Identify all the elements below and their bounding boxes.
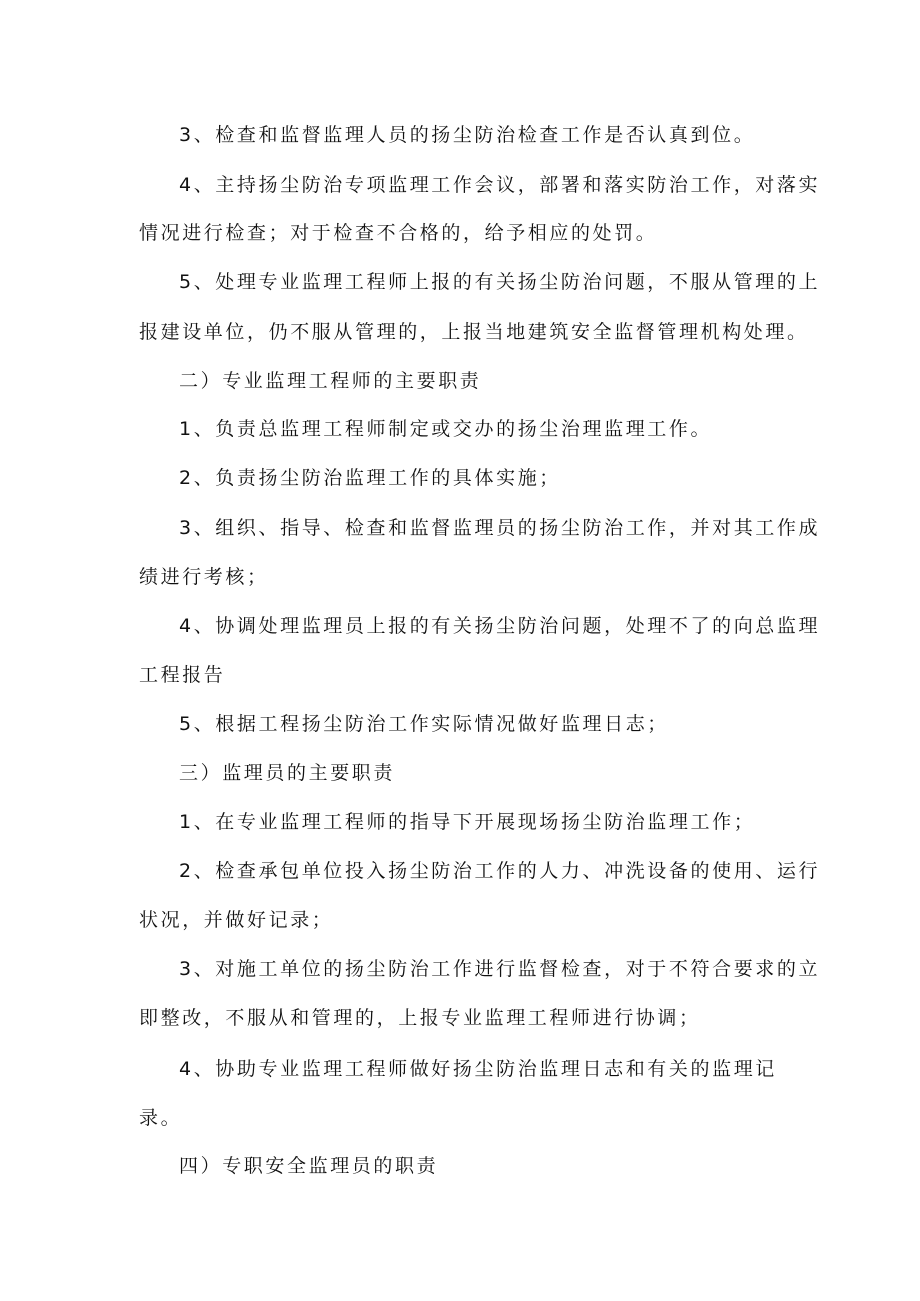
text-line: 工程报告: [139, 664, 226, 686]
text-line: 1、负责总监理工程师制定或交办的扬尘治理监理工作。: [179, 418, 713, 440]
text-line: 3、组织、指导、检查和监督监理员的扬尘防治工作，并对其工作成: [179, 517, 821, 539]
section-heading: 三）监理员的主要职责: [179, 762, 396, 784]
text-line: 2、负责扬尘防治监理工作的具体实施；: [179, 467, 561, 489]
text-line: 状况，并做好记录；: [139, 909, 334, 931]
text-line: 4、协助专业监理工程师做好扬尘防治监理日志和有关的监理记: [179, 1058, 777, 1080]
section-heading: 二）专业监理工程师的主要职责: [179, 370, 482, 392]
text-line: 绩进行考核；: [139, 566, 269, 588]
text-line: 3、对施工单位的扬尘防治工作进行监督检查，对于不符合要求的立: [179, 958, 821, 980]
text-line: 录。: [139, 1107, 183, 1129]
text-line: 情况进行检查；对于检查不合格的，给予相应的处罚。: [139, 222, 658, 244]
text-line: 5、处理专业监理工程师上报的有关扬尘防治问题，不服从管理的上: [179, 271, 821, 293]
text-line: 3、检查和监督监理人员的扬尘防治检查工作是否认真到位。: [179, 124, 756, 146]
text-line: 1、在专业监理工程师的指导下开展现场扬尘防治监理工作；: [179, 811, 756, 833]
text-line: 即整改，不服从和管理的，上报专业监理工程师进行协调；: [139, 1007, 701, 1029]
text-line: 5、根据工程扬尘防治工作实际情况做好监理日志；: [179, 713, 669, 735]
text-line: 4、主持扬尘防治专项监理工作会议，部署和落实防治工作，对落实: [179, 174, 821, 196]
section-heading: 四）专职安全监理员的职责: [179, 1155, 439, 1177]
text-line: 2、检查承包单位投入扬尘防治工作的人力、冲洗设备的使用、运行: [179, 860, 821, 882]
text-line: 报建设单位，仍不服从管理的，上报当地建筑安全监督管理机构处理。: [139, 321, 809, 343]
text-line: 4、协调处理监理员上报的有关扬尘防治问题，处理不了的向总监理: [179, 615, 821, 637]
